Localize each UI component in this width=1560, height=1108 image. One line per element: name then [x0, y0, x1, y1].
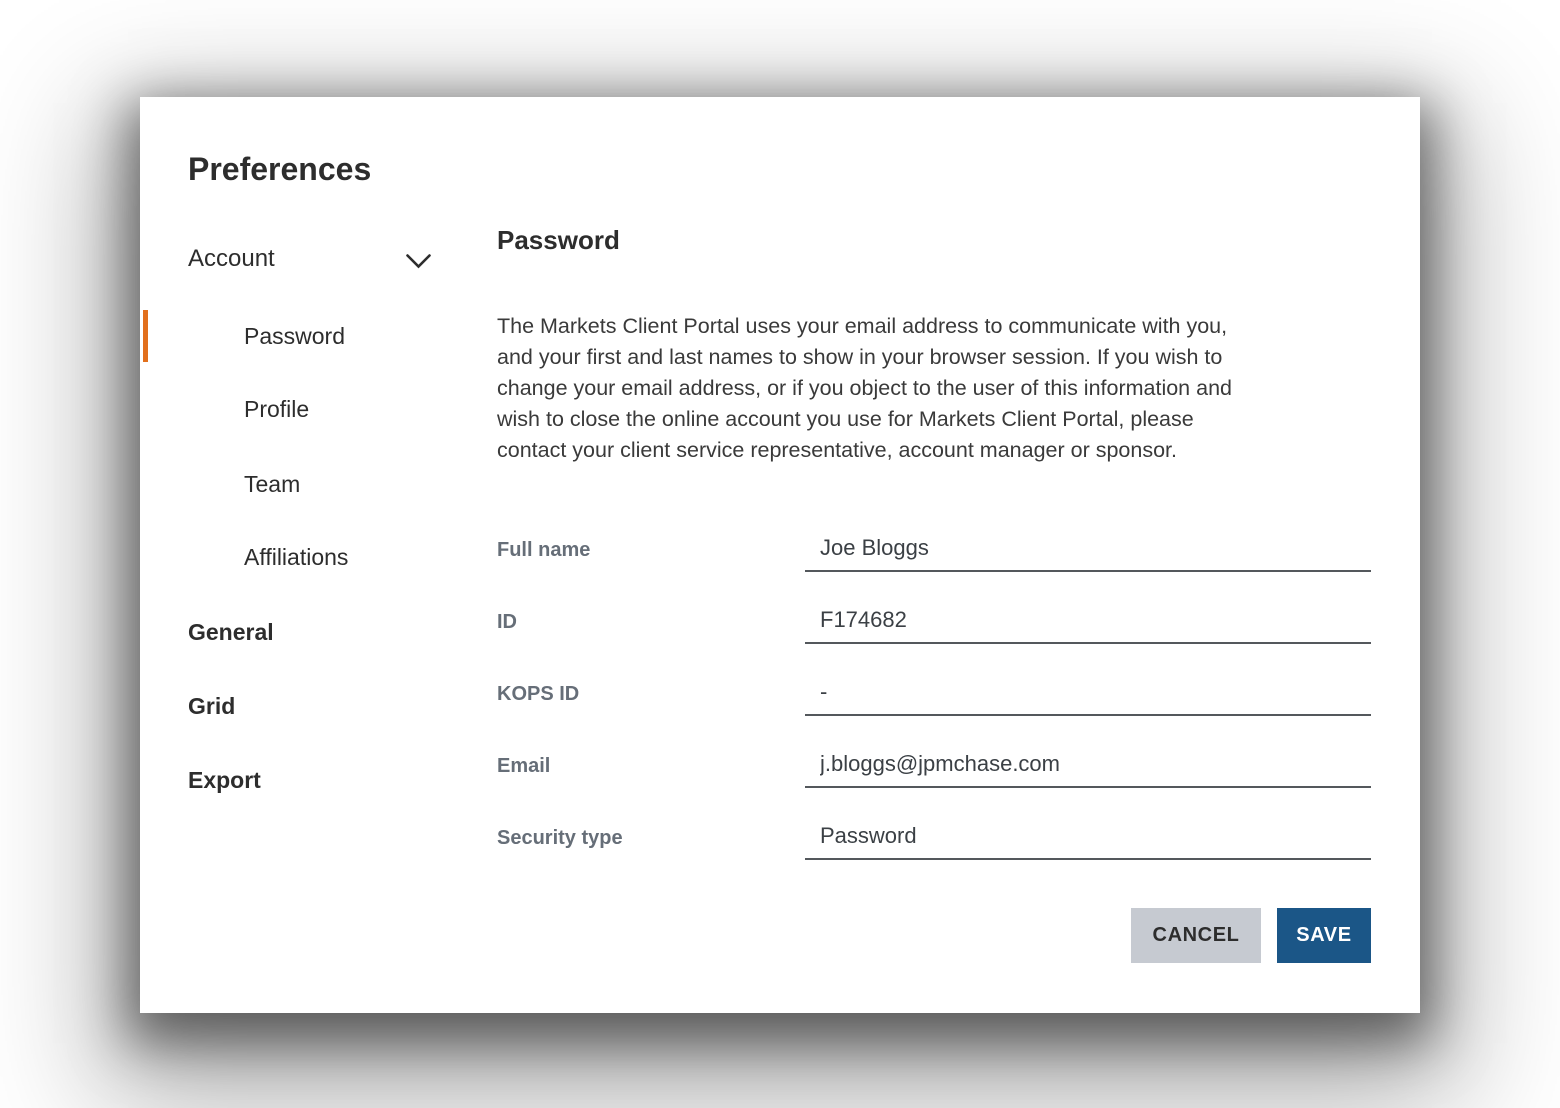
save-button[interactable]: SAVE [1277, 908, 1371, 963]
description-line: The Markets Client Portal uses your email address to communicate with you, [497, 314, 1228, 338]
sidebar-item-profile[interactable]: Profile [244, 396, 310, 422]
description-line: and your first and last names to show in your browser session. If you wish to [497, 345, 1223, 369]
field-row-full-name [497, 532, 1371, 578]
panel-description [497, 311, 1382, 466]
preferences-sidebar [140, 97, 460, 1013]
security-type-label: Security type [497, 827, 623, 849]
kops-id-input[interactable] [805, 676, 1371, 716]
field-row-email [497, 748, 1371, 794]
field-row-security-type [497, 820, 1371, 866]
field-row-id [497, 604, 1371, 650]
sidebar-item-password[interactable]: Password [244, 323, 345, 349]
cancel-button[interactable]: CANCEL [1131, 908, 1261, 963]
description-line: contact your client service representative, account manager or sponsor. [497, 438, 1177, 462]
sidebar-item-team[interactable]: Team [244, 471, 301, 497]
id-label: ID [497, 611, 517, 633]
chevron-down-icon [405, 253, 432, 270]
sidebar-item-export[interactable]: Export [188, 767, 261, 793]
panel-title: Password [497, 225, 620, 255]
dialog-title: Preferences [188, 151, 372, 187]
security-type-input[interactable] [805, 820, 1371, 860]
sidebar-item-affiliations[interactable]: Affiliations [244, 544, 349, 570]
full-name-input[interactable] [805, 532, 1371, 572]
field-row-kops-id [497, 676, 1371, 722]
email-input[interactable] [805, 748, 1371, 788]
description-line: change your email address, or if you object to the user of this information and [497, 376, 1232, 400]
account-label: Account [188, 245, 275, 272]
sidebar-item-grid[interactable]: Grid [188, 693, 236, 719]
kops-id-label: KOPS ID [497, 683, 580, 705]
sidebar-item-account[interactable] [188, 245, 432, 273]
sidebar-item-general[interactable]: General [188, 619, 274, 645]
description-line: wish to close the online account you use for Markets Client Portal, please [497, 407, 1194, 431]
email-label: Email [497, 755, 551, 777]
dialog-actions [497, 908, 1371, 963]
active-item-indicator [143, 310, 148, 362]
password-panel [497, 97, 1371, 1013]
preferences-dialog [140, 97, 1420, 1013]
full-name-label: Full name [497, 539, 591, 561]
id-input[interactable] [805, 604, 1371, 644]
